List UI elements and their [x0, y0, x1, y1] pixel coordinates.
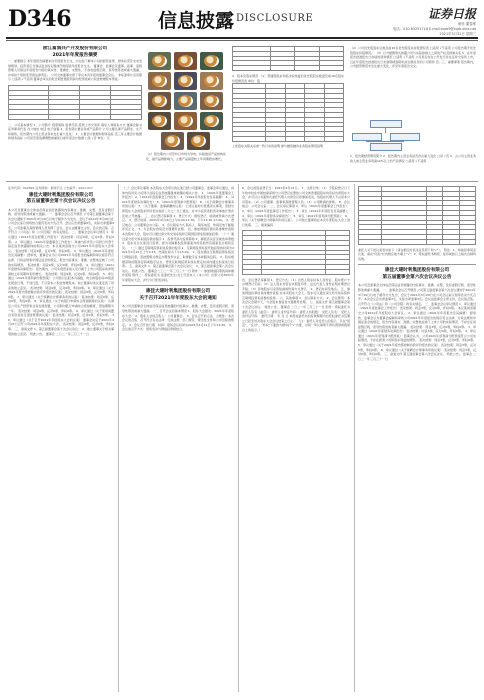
- food-photo-grid: [146, 50, 226, 150]
- header-editor: 制作 董春维: [457, 22, 476, 26]
- shareholder-table: [232, 83, 344, 142]
- top-right-text: [350, 46, 476, 118]
- band-divider: [6, 181, 478, 182]
- section-subtitle: DISCLOSURE: [236, 13, 314, 24]
- notice-c-title: [358, 268, 476, 281]
- page-number: D346: [8, 6, 72, 32]
- food-photo: [187, 132, 210, 150]
- food-photo: [200, 72, 223, 90]
- photo-caption-text: （1）报告期内公司坚持以市场为导向，持续推进产品结构优化，提升品牌影响力，主要产品销量较上年同期稳步增长。: [146, 152, 226, 161]
- top-middle-tables: [232, 46, 344, 178]
- food-photo: [200, 52, 223, 70]
- notice-b-title-line1: 康佳大建时利集团股份有限公司: [145, 289, 211, 295]
- notice-a-title-line1: 康佳大建时利集团股份有限公司: [28, 192, 94, 198]
- top-left-title: [8, 46, 142, 59]
- notice-b-continued: [242, 186, 350, 692]
- top-left-body: 一、重要提示 本年度报告摘要来自年度报告全文，为全面了解本公司的经营成果、财务状况及未来发展规划，投资者应当到证监会指定媒体仔细阅读年度报告全文。 董事会、监事会及董事、监事、高级管理人员保证年度报告内容的真实性、准确性、完整性，不存在虚假记载、误导性陈述或重大遗漏，并承担个别和连带的法律责任。 公司全体董事出席了审议本次年报的董事会会议。 非标准审计意见提示 □适用 √不适用 董事会审议的报告期普通股利润分配预案或公积金转增股本预案。: [8, 59, 142, 82]
- notice-a-continued: [122, 186, 234, 692]
- notice-a-title-line2: 第五届董事会第十次会议决议公告: [26, 199, 96, 204]
- notice-a: [8, 186, 114, 692]
- chart-connector: [385, 127, 386, 133]
- chart-box: [370, 120, 402, 128]
- section-title: 信息披露: [158, 10, 235, 32]
- food-photo: [148, 72, 171, 90]
- notice-divider: [122, 285, 234, 286]
- food-photo: [174, 112, 197, 130]
- notice-b-cont-body-2: 四、会议登记等事项 1、登记方式：（1）自然人股东持本人身份证、股东账户卡办理登记手续；（2）法人股东持营业执照复印件、法定代表人身份证明办理登记手续；（3）异地股东可采用信函或传真方式登记。 2、登记时间及地点。 五、参加网络投票的具体操作流程 在本次股东大会上，股东可以通过深交所交易系统和互联网投票系统参加投票。 六、其他事项 1、会议联系方式。 2、会议费用：本次会议会期半天，与会股东食宿及交通费用自理。 七、备查文件 第五届董事会第十次会议决议。 特此公告。 董事会 二〇二一年三月三十一日 附件：授权委托书 委托人签名（盖章）： 委托人身份证号码： 委托人持股数： 受托人签名： 受托人身份证号码： 委托日期： 年 月 日 本授权委托书的有效期限为自授权委托书签署之日起至该次股东大会会议结束之日止。 （注：委托人对受托人的指示，以在"同意"、"反对"、"弃权"下面的方框中打"√"为准，对同一审议事项不得有两项或两项以上的指示。）: [242, 277, 350, 333]
- food-photo: [148, 92, 171, 110]
- column-rule: [354, 184, 355, 692]
- notice-a-title: [8, 193, 114, 206]
- food-photo: [174, 52, 197, 70]
- table-note: 上述股东关联关系或一致行动的说明 参与融资融券业务股东情况说明: [232, 143, 323, 148]
- proposal-table: [242, 230, 350, 274]
- ownership-chart: [350, 120, 420, 150]
- column-rule: [238, 184, 239, 692]
- notice-c-title-line2: 第五届董事会第六次会议决议公告: [382, 274, 452, 280]
- food-photo: [200, 92, 223, 110]
- top-right-body: （2）公司优先股股东总数及前10名优先股股东持股情况表 □适用 √不适用 公司报告期无优先股股东持股情况。 （3）以方框图形式披露公司与实际控制人之间的产权及控制关系 5、在年度报告批准报出日存续的债券情况 □适用 √不适用 公司是否存在公开发行并在证券交易所上市，且在年度报告批准报出日未到期或到期未能全额兑付的公司债券 否。三、重要事项 报告期内，公司经营情况未发生重大变化，详见年度报告全文。: [350, 46, 476, 69]
- voting-table: [358, 186, 476, 245]
- food-photo: [161, 132, 184, 150]
- header-contact: 电话：010-83251716 E-mail:zqrb9@zqrb.sina.net: [392, 27, 476, 31]
- chart-box: [352, 133, 382, 141]
- food-photo: [148, 52, 171, 70]
- masthead: [0, 0, 484, 40]
- notice-c-body: 本公司及监事会全体成员保证信息披露的内容真实、准确、完整，没有虚假记载、误导性陈述或重大遗漏。 一、监事会会议召开情况 公司第五届监事会第六次会议通知于2021年3月19日以电子邮件方式发出，会议于2021年3月29日在公司会议室以现场表决方式召开。本次会议应出席监事3名，实际出席监事3名。会议由监事会主席主持，会议的召集、召开符合《公司法》和《公司章程》的有关规定。 二、监事会会议审议情况 1、审议通过《2021年度监事会工作报告》 表决结果：同意3票，反对0票，弃权0票。 本议案尚需提交公司2021年年度股东大会审议。 2、审议通过《2021年年度报告及其摘要》 经审核，监事会认为董事会编制和审核公司2021年年度报告的程序符合法律、行政法规和中国证监会的规定，报告内容真实、准确、完整地反映了上市公司的实际情况，不存在任何虚假记载、误导性陈述或者重大遗漏。 表决结果：同意3票，反对0票，弃权0票。 3、审议通过《2021年度财务决算报告》 表决结果：同意3票，反对0票，弃权0票。 4、审议通过《2021年度利润分配预案》 监事会认为，公司2021年度利润分配预案符合公司实际情况，不存在损害公司和股东利益的情形。 表决结果：同意3票，反对0票，弃权0票。 5、审议通过《关于2021年度内部控制自我评价报告的议案》 表决结果：同意3票，反对0票，弃权0票。 6、审议通过《关于续聘会计师事务所的议案》 表决结果：同意3票，反对0票，弃权0票。 三、备查文件 第五届监事会第六次会议决议。 特此公告。 监事会 二〇二一年三月三十一日: [358, 283, 476, 361]
- chart-connector: [366, 141, 404, 142]
- chart-box: [390, 133, 420, 141]
- shareholder-note: 4、股本及股东情况 （1）普通股股东和表决权恢复的优先股股东数量及前10名股东持股情况表 单位：股: [232, 73, 344, 83]
- chart-box: [370, 143, 402, 151]
- notice-b-title-line2: 关于召开2021年年度股东大会的通知: [139, 295, 217, 301]
- notice-a-cont-body: （二）会议审议事项 本次股东大会审议的议案已经公司董事会、监事会审议通过，具体内容详见公司同日在指定信息披露媒体披露的相关公告。 1、《2021年度董事会工作报告》 2、《2021年度监事会工作报告》 3、《2021年年度报告及其摘要》 4、《2021年度财务决算报告》 5、《2021年度利润分配预案》 6、《关于续聘会计师事务所的议案》 7、《关于董事、监事薪酬的议案》 上述议案均为普通决议事项，需经出席股东大会的股东所持表决权的二分之一以上通过。对中小投资者的表决单独计票并及时公开披露。 三、会议登记等事项 1、登记方式：现场登记、信函或传真方式登记。 2、登记时间：2021年4月16日上午9:00-11:30，下午13:30-17:00。 3、登记地点：公司董事会办公室。 4、会议联系方式 联系人、联系电话、传真及电子邮箱详见正文。 5、与会股东食宿及交通费用自理。 四、参加网络投票的具体操作流程 本次股东大会，股东可以通过深交所交易系统和互联网投票系统参加投票。 （一）通过深交所交易系统投票的程序 1、投票代码与投票简称 2、填报表决意见或选举票数 3、股东对总议案进行投票，视为对除累积投票提案外的其他所有提案表达相同意见。 （二）通过互联网投票系统投票的程序 1、互联网投票系统开始投票的时间为2021年4月21日上午9:15，结束时间为下午15:00。 2、股东通过互联网投票系统进行网络投票，需按照相关规定办理身份认证，取得数字证书或服务密码。 3、股东根据获取的服务密码或数字证书，登录互联网投票系统在规定时间内通过系统进行投票。 五、备查文件 1、第五届董事会第十次会议决议； 2、第五届监事会第八次会议决议。 特此公告。 董事会 二〇二一年三月三十一日 附件一：参加网络投票的具体操作流程 附件二：授权委托书 兹委托先生/女士代表本人（本公司）出席公司2021年年度股东大会，并代为行使表决权。: [122, 186, 234, 282]
- top-left-body-2: 二、公司基本情况 1、公司简介 股票简称 股票代码 股票上市交易所 联系人和联系方式 董事会秘书 证券事务代表 办公地址 电话 电子信箱 2、报告期主要业务或产品简介 公司主要从事产品研发、生产和销售，报告期内公司主营业务未发生重大变化。 3、主要会计数据和财务指标 近三年主要会计数据和财务指标 公司是否需追溯调整或重述以前年度会计数据 □是 √否 单位：元: [8, 122, 142, 141]
- header-rule-thick: [6, 37, 478, 39]
- food-photo: [174, 72, 197, 90]
- notice-c: [358, 186, 476, 692]
- notice-b-cont-body: 6、会议的股权登记日：2021年4月14日。 7、出席对象：（1）于股权登记日下午收市时在中国结算深圳分公司登记在册的公司全体普通股股东均有权出席股东大会，并可以以书面形式委托代理人出席会议和参加表决，该股东代理人不必是本公司股东。（2）公司董事、监事和高级管理人员。（3）公司聘请的律师。 8、会议地点：公司会议室。 二、会议审议事项 1、审议《2021年度董事会工作报告》； 2、审议《2021年度监事会工作报告》； 3、审议《2021年年度报告及其摘要》； 4、审议《2021年度财务决算报告》； 5、审议《2021年度利润分配预案》； 6、审议《关于续聘会计师事务所的议案》。 公司独立董事将在本次年度股东大会上进行述职。 三、提案编码: [242, 186, 350, 227]
- food-photo: [174, 92, 197, 110]
- food-photo: [200, 112, 223, 130]
- notice-c-title-line1: 康佳大建时利集团股份有限公司: [384, 268, 450, 274]
- notice-c-intro: 委托人对下述议案表决如下（请在相应的表决意见项下划"√"）。 附注：1、如欲投票同意议案，请在"同意"栏内相应地方填上"√"；2、授权委托书剪报、复印或按以上格式自制均有效。: [358, 247, 476, 261]
- header-rule-thin: [6, 40, 478, 41]
- financial-table: [232, 46, 344, 71]
- top-left-article: [8, 46, 142, 178]
- header-meta: [316, 22, 476, 37]
- top-left-title-line1: 浙江富润共产开发股份有限公司: [42, 46, 108, 51]
- top-left-table: [8, 85, 142, 120]
- newspaper-logo: 证券日报: [427, 7, 476, 21]
- notice-b-body: 本公司及董事会全体成员保证信息披露的内容真实、准确、完整，没有虚假记载、误导性陈述或重大遗漏。 一、召开会议的基本情况 1、股东大会届次：2021年年度股东大会。 2、股东大会的召集人：公司董事会。 3、会议召开的合法、合规性：本次会议的召集、召开符合有关法律、行政法规、部门规章、规范性文件和公司章程的规定。 4、会议召开的日期、时间：现场会议时间为2021年4月21日下午14:30。 5、会议的召开方式：现场表决与网络投票相结合。: [122, 304, 234, 332]
- notice-a-code: 证券代码：002829 证券简称：星网宇达 公告编号：2021-017: [8, 186, 93, 190]
- notice-b-title: [122, 289, 234, 302]
- notice-divider: [358, 264, 476, 265]
- food-photo: [148, 112, 171, 130]
- top-right-body-2: 1、报告期经营情况简介 2、报告期内主营业务是否存在重大变化 □是 √否 3、占公司主营业务收入或主营业务利润10%以上的产品情况 □适用 √不适用: [350, 154, 476, 163]
- column-rule: [118, 184, 119, 692]
- top-left-title-line2: 2021年年度报告摘要: [52, 52, 98, 58]
- header-date: 2021年3月31日 星期三: [439, 32, 476, 36]
- notice-a-body: 本公司及董事会全体成员保证信息披露的内容真实、准确、完整，没有虚假记载、误导性陈述或重大遗漏。 一、董事会会议召开情况 公司第五届董事会第十次会议通知于2021年3月19日以电子邮件方式发出，会议于2021年3月29日在公司会议室以现场结合通讯表决方式召开。会议应出席董事9名，实际出席董事9名，公司监事及高级管理人员列席了会议。会议由董事长主持，会议的召集、召开符合《公司法》和《公司章程》的有关规定。 二、董事会会议审议情况 1、审议通过《2021年度总经理工作报告》 表决结果：同意9票，反对0票，弃权0票。 2、审议通过《2021年度董事会工作报告》 具体内容详见公司同日刊登于指定信息披露媒体的相关公告。本议案尚需提交公司2021年年度股东大会审议。 表决结果：同意9票，反对0票，弃权0票。 3、审议通过《2021年年度报告及其摘要》 经审核，董事会认为公司2021年年度报告的编制和审议程序符合法律、行政法规和中国证监会的规定，报告内容真实、准确、完整地反映了公司的实际情况。 表决结果：同意9票，反对0票，弃权0票。 4、审议通过《2021年度财务决算报告》 报告期内，公司实现营业收入及归属于上市公司股东的净利润较上年同期均有所增长。 表决结果：同意9票，反对0票，弃权0票。 5、审议通过《2021年度利润分配预案》 公司拟以总股本为基数，向全体股东每10股派发现金红利，不送红股，不以资本公积金转增股本。独立董事对该议案发表了同意的独立意见。 表决结果：同意9票，反对0票，弃权0票。 6、审议通过《关于2021年度内部控制自我评价报告的议案》 表决结果：同意9票，反对0票，弃权0票。 7、审议通过《关于续聘会计师事务所的议案》 表决结果：同意9票，反对0票，弃权0票。 8、审议通过《关于向银行申请综合授信额度的议案》 为满足公司生产经营和业务发展需要，公司拟向银行申请综合授信额度，授信期限为一年。 表决结果：同意9票，反对0票，弃权0票。 9、审议通过《关于使用闲置自有资金进行现金管理的议案》 表决结果：同意9票，反对0票，弃权0票。 10、审议通过《关于召开2021年年度股东大会的议案》 董事会决定于2021年4月21日召开公司2021年年度股东大会。 表决结果：同意9票，反对0票，弃权0票。 三、备查文件 1、第五届董事会第十次会议决议； 2、独立董事关于相关事项的独立意见。 特此公告。 董事会 二〇二一年三月三十一日: [8, 207, 114, 336]
